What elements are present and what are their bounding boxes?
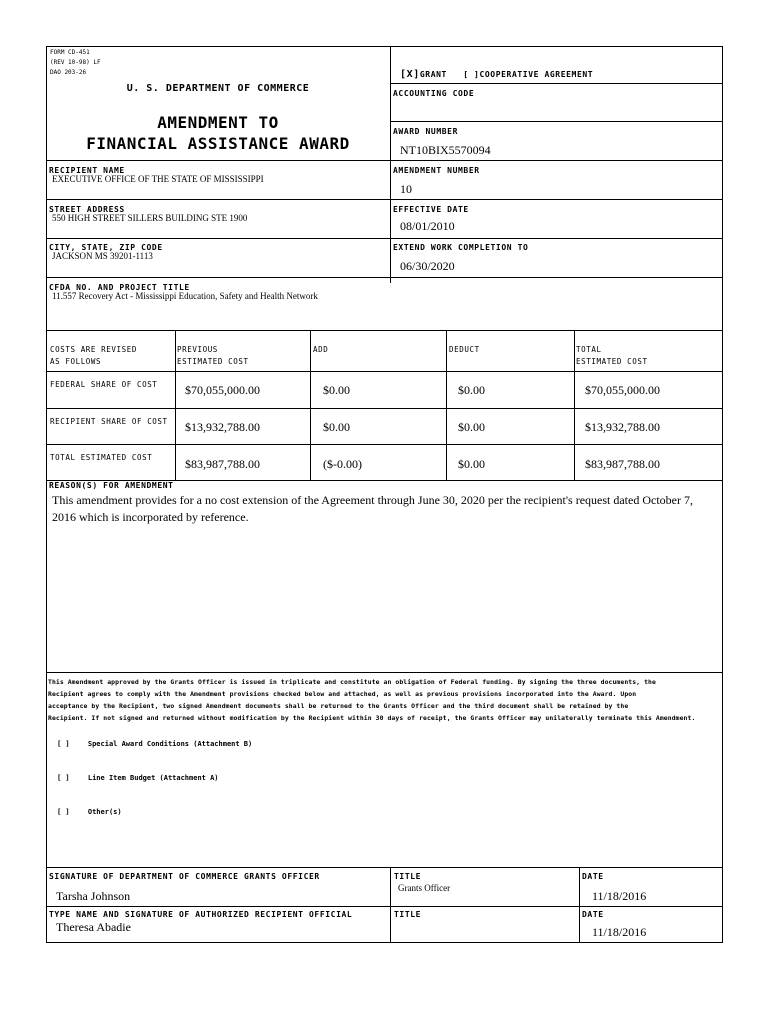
notice-line: This Amendment approved by the Grants Officer is issued in triplicate and constitute an obligation of Federal funding. By signing the three documents, the — [48, 678, 656, 686]
form-dao: DAO 203-26 — [50, 69, 87, 76]
recipient-official-name: Theresa Abadie — [56, 920, 131, 934]
others-label: Other(s) — [87, 808, 122, 816]
table-header-previous-2: ESTIMATED COST — [177, 357, 249, 366]
notice-paragraph — [48, 676, 720, 724]
divider-street — [46, 238, 722, 239]
form-number: FORM CD-451 — [50, 49, 90, 56]
table-cell-total: $83,987,788.00 — [585, 457, 660, 471]
table-row-line-3 — [46, 444, 722, 445]
table-header-deduct: DEDUCT — [449, 345, 480, 354]
grant-label: GRANT — [419, 70, 447, 79]
table-cell-add: $0.00 — [323, 383, 350, 397]
divider-award-type — [390, 83, 722, 84]
grant-checkbox[interactable]: [X] — [400, 69, 420, 80]
attachment-others — [57, 808, 122, 816]
table-header-add: ADD — [313, 345, 329, 354]
street-address-value: 550 HIGH STREET SILLERS BUILDING STE 1900 — [52, 213, 248, 223]
grants-officer-date-label: DATE — [582, 872, 604, 881]
table-row-line-2 — [46, 408, 722, 409]
grants-officer-title: Grants Officer — [398, 883, 451, 893]
table-row-label: RECIPIENT SHARE OF COST — [50, 417, 168, 426]
table-col-2 — [310, 330, 311, 480]
divider-city — [46, 277, 722, 278]
divider-accounting — [390, 121, 722, 122]
cooperative-label: COOPERATIVE AGREEMENT — [479, 70, 594, 79]
effective-date-value: 08/01/2010 — [400, 219, 455, 233]
grants-officer-signature-label: SIGNATURE OF DEPARTMENT OF COMMERCE GRANTS OFFICER — [49, 872, 320, 881]
award-type-row — [400, 69, 593, 80]
extend-work-label: EXTEND WORK COMPLETION TO — [393, 243, 529, 252]
sig-col-2 — [579, 867, 580, 942]
recipient-title-label: TITLE — [394, 910, 422, 919]
table-row-line-1 — [46, 371, 722, 372]
border-left — [46, 46, 47, 942]
notice-line: Recipient agrees to comply with the Amendment provisions checked below and attached, as well as previous provisions incorporated into the Award. Upon — [48, 690, 637, 698]
border-top — [46, 46, 722, 47]
cfda-value: 11.557 Recovery Act - Mississippi Education, Safety and Health Network — [52, 291, 318, 301]
border-bottom — [46, 942, 723, 943]
table-cell-add: $0.00 — [323, 420, 350, 434]
table-header-previous-1: PREVIOUS — [177, 345, 218, 354]
recipient-date-label: DATE — [582, 910, 604, 919]
table-header-label-1: COSTS ARE REVISED — [50, 345, 137, 354]
page-title-line2: FINANCIAL ASSISTANCE AWARD — [86, 134, 350, 153]
table-cell-previous: $83,987,788.00 — [185, 457, 260, 471]
table-col-4 — [574, 330, 575, 480]
divider-notice — [46, 867, 722, 868]
accounting-code-label: ACCOUNTING CODE — [393, 89, 475, 98]
recipient-name-value: EXECUTIVE OFFICE OF THE STATE OF MISSISSIPPI — [52, 174, 264, 184]
table-col-1 — [175, 330, 176, 480]
award-number-label: AWARD NUMBER — [393, 127, 458, 136]
divider-title-block — [46, 160, 722, 161]
attachment-line-item-budget — [57, 774, 219, 782]
city-state-zip-label: CITY, STATE, ZIP CODE — [49, 243, 163, 252]
amendment-number-value: 10 — [400, 182, 412, 196]
grants-officer-date: 11/18/2016 — [592, 889, 647, 903]
recipient-signature-label: TYPE NAME AND SIGNATURE OF AUTHORIZED RECIPIENT OFFICIAL — [49, 910, 353, 919]
reasons-label: REASON(S) FOR AMENDMENT — [49, 481, 174, 490]
page-title-line1: AMENDMENT TO — [157, 113, 279, 132]
divider-cfda — [46, 330, 722, 331]
table-header-total-1: TOTAL — [576, 345, 602, 354]
effective-date-label: EFFECTIVE DATE — [393, 205, 469, 214]
extend-work-value: 06/30/2020 — [400, 259, 455, 273]
recipient-date: 11/18/2016 — [592, 925, 647, 939]
grants-officer-name: Tarsha Johnson — [56, 889, 131, 903]
attachment-special-conditions — [57, 740, 252, 748]
notice-line: acceptance by the Recipient, two signed Amendment documents shall be returned to the Grants Officer and the third document shall be retained by the — [48, 702, 629, 710]
table-row-label: FEDERAL SHARE OF COST — [50, 380, 158, 389]
reasons-text: This amendment provides for a no cost extension of the Agreement through June 30, 2020 per the recipient's request dated October 7, 2016 which is incorporated by reference. — [52, 493, 693, 524]
table-col-3 — [446, 330, 447, 480]
header-column-divider — [390, 46, 391, 283]
cooperative-checkbox[interactable]: [ ] — [463, 70, 480, 79]
table-cell-previous: $13,932,788.00 — [185, 420, 260, 434]
line-item-budget-label: Line Item Budget (Attachment A) — [87, 774, 219, 782]
table-cell-add: ($-0.00) — [323, 457, 362, 471]
table-cell-deduct: $0.00 — [458, 383, 485, 397]
others-checkbox[interactable]: [ ] — [57, 808, 70, 816]
table-row-label: TOTAL ESTIMATED COST — [50, 453, 153, 462]
line-item-budget-checkbox[interactable]: [ ] — [57, 774, 70, 782]
city-state-zip-value: JACKSON MS 39201-1113 — [52, 251, 153, 261]
table-header-label-2: AS FOLLOWS — [50, 357, 102, 366]
table-cell-total: $70,055,000.00 — [585, 383, 660, 397]
divider-recipient — [46, 199, 722, 200]
department-name: U. S. DEPARTMENT OF COMMERCE — [126, 83, 310, 94]
border-right — [722, 46, 723, 942]
cfda-label: CFDA NO. AND PROJECT TITLE — [49, 283, 190, 292]
amendment-number-label: AMENDMENT NUMBER — [393, 166, 480, 175]
table-cell-total: $13,932,788.00 — [585, 420, 660, 434]
grants-officer-title-label: TITLE — [394, 872, 422, 881]
special-conditions-checkbox[interactable]: [ ] — [57, 740, 70, 748]
divider-reasons — [46, 672, 722, 673]
table-cell-deduct: $0.00 — [458, 457, 485, 471]
street-address-label: STREET ADDRESS — [49, 205, 125, 214]
special-conditions-label: Special Award Conditions (Attachment B) — [87, 740, 253, 748]
divider-signatures — [46, 906, 722, 907]
table-cell-previous: $70,055,000.00 — [185, 383, 260, 397]
notice-line: Recipient. If not signed and returned without modification by the Recipient within 30 days of receipt, the Grants Officer may unilaterally terminate this Amendment. — [48, 714, 696, 722]
recipient-name-label: RECIPIENT NAME — [49, 166, 125, 175]
table-cell-deduct: $0.00 — [458, 420, 485, 434]
table-header-total-2: ESTIMATED COST — [576, 357, 648, 366]
form-revision: (REV 10-98) LF — [50, 59, 101, 66]
award-number-value: NT10BIX5570094 — [400, 143, 491, 157]
sig-col-1 — [390, 867, 391, 942]
